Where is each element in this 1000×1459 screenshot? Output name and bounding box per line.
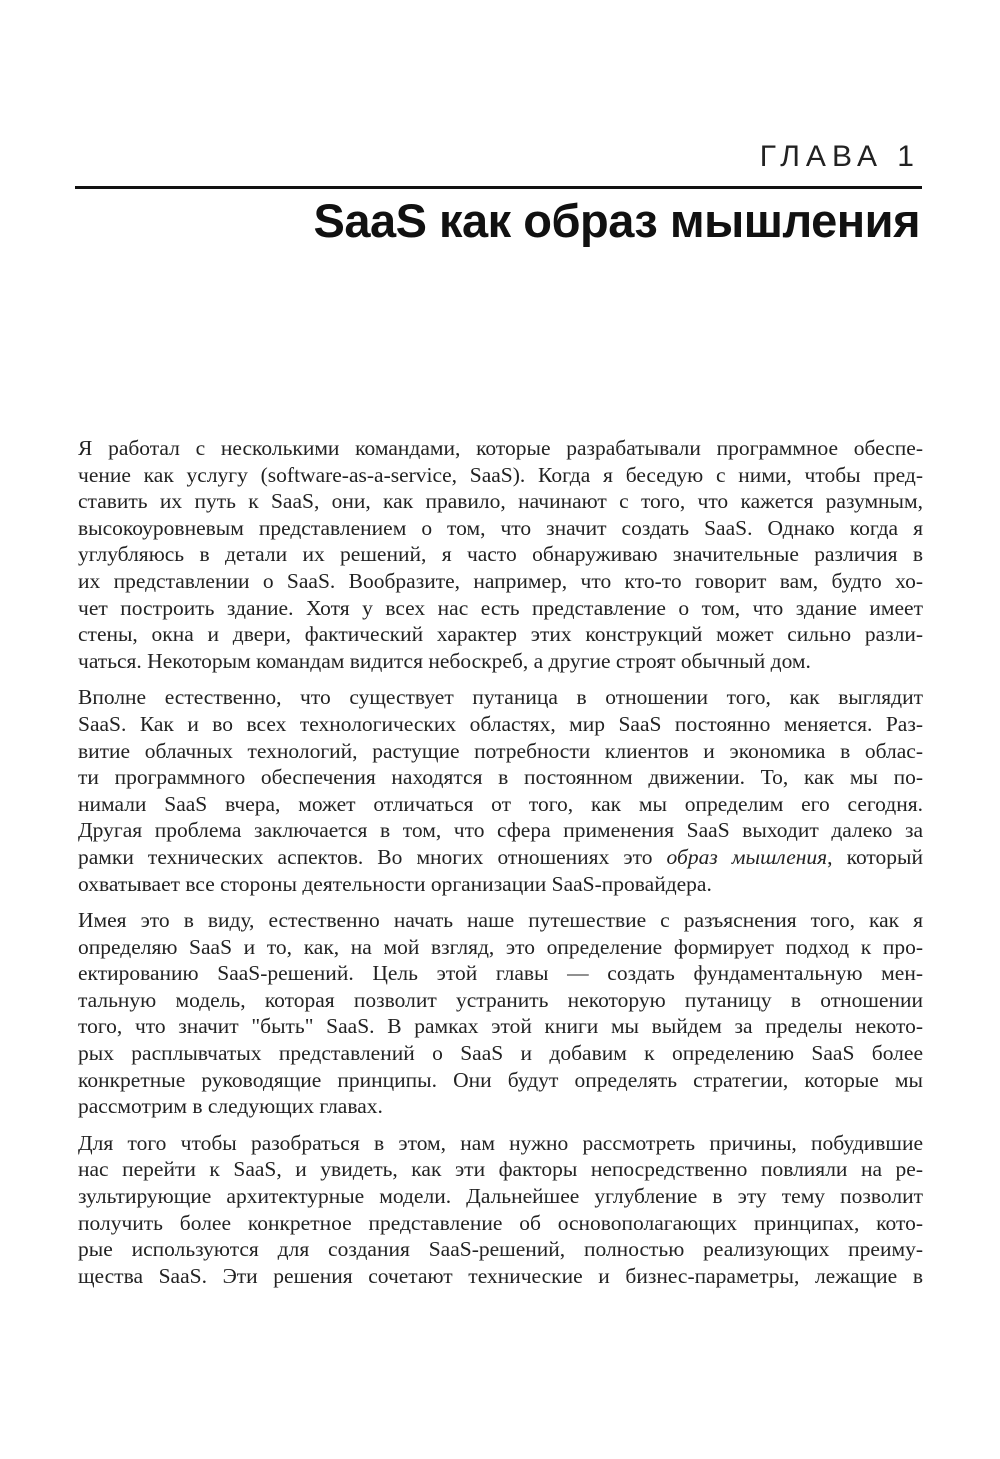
text-line: Для того чтобы разобраться в этом, нам нужно рассмотреть причины, побудившие bbox=[78, 1130, 923, 1155]
paragraph-1 bbox=[78, 435, 923, 674]
text-line: Я работал с несколькими командами, которые разрабатывали программное обеспе- bbox=[78, 436, 923, 460]
text-fragment: , который bbox=[827, 844, 923, 869]
text-line: щества SaaS. Эти решения сочетают технические и бизнес-параметры, лежащие в bbox=[78, 1263, 923, 1288]
text-line: тальную модель, которая позволит устранить некоторую путаницу в отношении bbox=[78, 987, 923, 1012]
text-line: рых расплывчатых представлений о SaaS и добавим к определению SaaS более bbox=[78, 1041, 923, 1066]
text-line: Другая проблема заключается в том, что сфера применения SaaS выходит далеко за bbox=[78, 818, 923, 843]
text-line: нимали SaaS вчера, может отличаться от того, как мы определим его сегодня. bbox=[78, 791, 923, 816]
paragraph-3 bbox=[78, 907, 923, 1120]
text-line: их представлении о SaaS. Вообразите, например, что кто-то говорит вам, будто хо- bbox=[78, 568, 923, 593]
text-line: высокоуровневым представлением о том, что значит создать SaaS. Однако когда я bbox=[78, 515, 923, 540]
text-line: ти программного обеспечения находятся в постоянном движении. То, как мы по- bbox=[78, 765, 923, 790]
text-line: Имея это в виду, естественно начать наше путешествие с разъяснения того, как я bbox=[78, 908, 923, 933]
text-line: рые используются для создания SaaS-решений, полностью реализующих преиму- bbox=[78, 1237, 923, 1262]
emphasized-term: образ мышления bbox=[666, 844, 828, 869]
text-line: ставить их путь к SaaS, они, как правило, начинают с того, что кажется разумным, bbox=[78, 489, 923, 514]
body-text bbox=[78, 435, 923, 1299]
text-line: SaaS. Как и во всех технологических областях, мир SaaS постоянно меняется. Раз- bbox=[78, 711, 923, 736]
text-line: Вполне естественно, что существует путаница в отношении того, как выглядит bbox=[78, 685, 923, 710]
paragraph-4 bbox=[78, 1130, 923, 1290]
text-line-with-emphasis bbox=[78, 844, 923, 871]
text-line: ектированию SaaS-решений. Цель этой главы — создать фундаментальную мен- bbox=[78, 961, 923, 986]
text-line: витие облачных технологий, растущие потребности клиентов и экономика в облас- bbox=[78, 738, 923, 763]
text-line: определяю SaaS и то, как, на мой взгляд, это определение формирует подход к про- bbox=[78, 934, 923, 959]
text-line: стены, окна и двери, фактический характер этих конструкций может сильно разли- bbox=[78, 622, 923, 647]
chapter-divider bbox=[75, 186, 922, 189]
chapter-label: ГЛАВА 1 bbox=[759, 140, 920, 173]
text-line: чет построить здание. Хотя у всех нас есть представление о том, что здание имеет bbox=[78, 595, 923, 620]
text-line: того, что значит "быть" SaaS. В рамках этой книги мы выйдем за пределы некото- bbox=[78, 1014, 923, 1039]
text-line: нас перейти к SaaS, и увидеть, как эти факторы непосредственно повлияли на ре- bbox=[78, 1157, 923, 1182]
text-line: зультирующие архитектурные модели. Дальнейшее углубление в эту тему позволит bbox=[78, 1184, 923, 1209]
paragraph-2 bbox=[78, 684, 923, 897]
chapter-title: SaaS как образ мышления bbox=[313, 194, 920, 247]
text-line: чение как услугу (software-as-a-service, SaaS). Когда я беседую с ними, чтобы пред- bbox=[78, 462, 923, 487]
text-line: охватывает все стороны деятельности организации SaaS-провайдера. bbox=[78, 871, 712, 896]
text-line: получить более конкретное представление об основополагающих принципах, кото- bbox=[78, 1210, 923, 1235]
text-line: рассмотрим в следующих главах. bbox=[78, 1094, 383, 1119]
text-line: чаться. Некоторым командам видится небоскреб, а другие строят обычный дом. bbox=[78, 648, 811, 673]
text-fragment: рамки технических аспектов. Во многих отношениях это bbox=[78, 844, 667, 869]
text-line: конкретные руководящие принципы. Они будут определять стратегии, которые мы bbox=[78, 1067, 923, 1092]
text-line: углубляюсь в детали их решений, я часто обнаруживаю значительные различия в bbox=[78, 542, 923, 567]
